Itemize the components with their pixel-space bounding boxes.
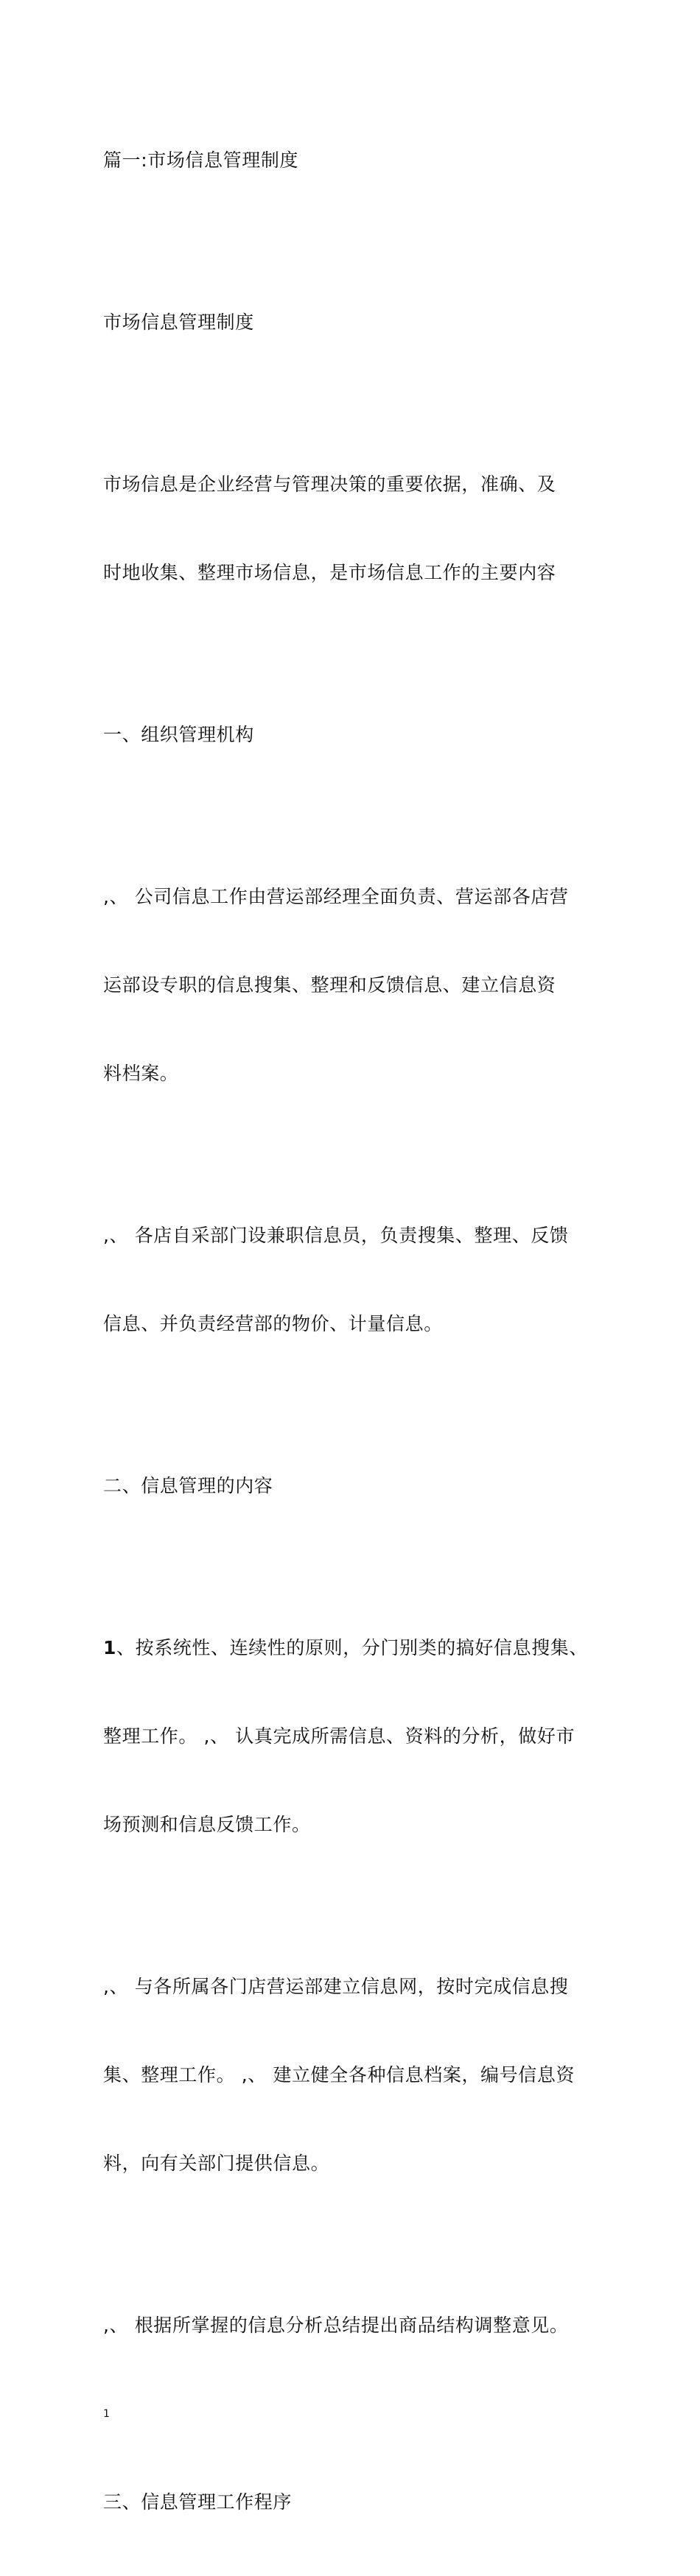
document-title-text: 市场信息管理制度	[103, 312, 254, 333]
chapter-title	[103, 87, 604, 234]
chapter-title-text: 篇一:市场信息管理制度	[103, 149, 299, 171]
section2-heading	[103, 1412, 604, 1560]
document-body	[103, 87, 604, 2576]
paragraph-line: ,、 各店自采部门设兼职信息员，负责搜集、整理、反馈	[103, 1225, 569, 1246]
intro-paragraph	[103, 411, 604, 647]
paragraph-line: 料档案。	[103, 1063, 179, 1084]
section2-heading-text: 二、信息管理的内容	[103, 1475, 273, 1496]
paragraph-line: 信息、并负责经营部的物价、计量信息。	[103, 1313, 443, 1334]
paragraph-line: 集、整理工作。 ,、 建立健全各种信息档案，编号信息资	[103, 2064, 575, 2086]
document-title	[103, 249, 604, 396]
item-number: 1	[103, 1637, 116, 1658]
intro-line: 市场信息是企业经营与管理决策的重要依据，准确、及	[103, 474, 556, 495]
paragraph-line: 场预测和信息反馈工作。	[103, 1814, 311, 1835]
section1-heading-text: 一、组织管理机构	[103, 724, 254, 745]
section2-item1	[103, 1574, 604, 1898]
page-number: 1	[103, 2408, 111, 2420]
paragraph-line: 料，向有关部门提供信息。	[103, 2153, 330, 2174]
intro-line: 时地收集、整理市场信息，是市场信息工作的主要内容	[103, 562, 556, 583]
section2-item2	[103, 1913, 604, 2237]
paragraph-line: ,、 与各所属各门店营运部建立信息网，按时完成信息搜	[103, 1976, 569, 1997]
paragraph-line: ,、 根据所掌握的信息分析总结提出商品结构调整意见。	[103, 2315, 569, 2336]
section3-heading-text: 三、信息管理工作程序	[103, 2491, 293, 2513]
paragraph-line: ,、 公司信息工作由营运部经理全面负责、营运部各店营	[103, 886, 569, 907]
paragraph-line-text: 、按系统性、连续性的原则，分门别类的搞好信息搜集、	[116, 1637, 589, 1658]
section2-item3	[103, 2252, 604, 2399]
section1-heading	[103, 661, 604, 809]
section3-heading	[103, 2429, 604, 2576]
paragraph-line: 整理工作。 ,、 认真完成所需信息、资料的分析，做好市	[103, 1725, 575, 1747]
paragraph-line: 运部设专职的信息搜集、整理和反馈信息、建立信息资	[103, 974, 556, 996]
section1-item1	[103, 823, 604, 1147]
section1-item2	[103, 1162, 604, 1398]
paragraph-line	[103, 1633, 604, 1663]
